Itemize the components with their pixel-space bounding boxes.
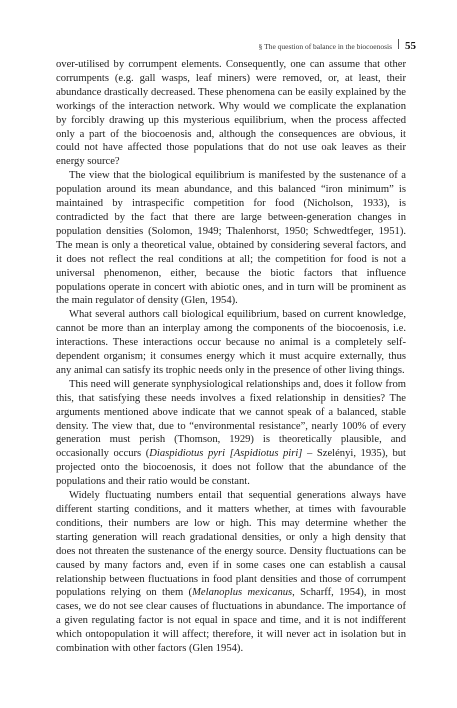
- text-run: , Scharff, 1954), in most cases, we do not see clear causes of fluctuations in abundance. The importance of a given regulating factor is not equal in space and time, and it is not indifferent which ontopopulation it will affect; therefore, it will never act in isolation but in combination with other factors (Glen 1954).: [56, 587, 406, 655]
- running-title: § The question of balance in the biocoenosis: [258, 42, 392, 51]
- header-divider: [398, 39, 399, 49]
- running-header: [259, 39, 416, 52]
- paragraph: [56, 169, 406, 308]
- italic-text: Diaspidiotus pyri [Aspidiotus piri]: [149, 448, 303, 460]
- paragraph: [56, 58, 406, 169]
- text-run: – Szelényi, 1935), but projected onto the biocoenosis, it does not follow that the abundance of the populations and their ratio would be constant.: [56, 448, 406, 488]
- page-number: 55: [405, 40, 416, 52]
- paragraph: [56, 489, 406, 656]
- text-run: over-utilised by corrumpent elements. Consequently, one can assume that other corrumpents (e.g. gall wasps, leaf miners) were removed, or, at least, their abundance drastically decreased. These phenomena can be easily explained by the workings of the interaction network. Why would we complicate the explanation by forcibly drawing up this mysterious equilibrium, when the process affected only a part of the biocoenosis and, although the consequences are obvious, it could not have affected those populations that do not use oak leaves as their energy source?: [56, 59, 406, 168]
- body-text: [56, 58, 406, 698]
- paragraph: [56, 378, 406, 489]
- italic-text: Melanoplus mexicanus: [192, 587, 293, 599]
- paragraph: [56, 308, 406, 378]
- text-run: Widely fluctuating numbers entail that sequential generations always have different starting conditions, and it matters whether, at times with favourable conditions, their numbers are low or high. This may determine whether the starting generation will reach gradational densities, or only a high density that does not threaten the sustenance of the energy source. Density fluctuations can be caused by many factors and, even if in some cases one can establish a causal relationship between fluctuations in food plant densities and those of corrumpent populations relying on them (: [56, 490, 406, 599]
- text-run: This need will generate synphysiological relationships and, does it follow from this, that satisfying these needs involves a fixed relationship in densities? The arguments mentioned above indicate that we cannot speak of a balanced, stable density. The view that, due to “environmental resistance”, nearly 100% of every generation must perish (Thomson, 1929) is theoretically plausible, and occasionally occurs (: [56, 378, 406, 460]
- text-run: The view that the biological equilibrium is manifested by the sustenance of a population around its mean abundance, and this balanced “iron minimum” is maintained by intraspecific competition for food (Nicholson, 1933), is contradicted by the fact that there are large between-generation changes in population densities (Solomon, 1949; Thalenhorst, 1950; Schwedtfeger, 1951). The mean is only a theoretical value, obtained by considering several factors, and it does not reflect the real conditions at all; the competition for food is not a universal phenomenon, either, because the biotic factors that influence populations operate in concert with abiotic ones, and in turn will be prominent as the main regulator of density (Glen, 1954).: [56, 170, 406, 307]
- text-run: What several authors call biological equilibrium, based on current knowledge, cannot be more than an interplay among the components of the biocoenosis, i.e. interactions. These interactions occur because no animal is a completely self-dependent organism; it consumes energy which it must acquire externally, thus any animal can satisfy its trophic needs only in the presence of other living things.: [56, 309, 406, 376]
